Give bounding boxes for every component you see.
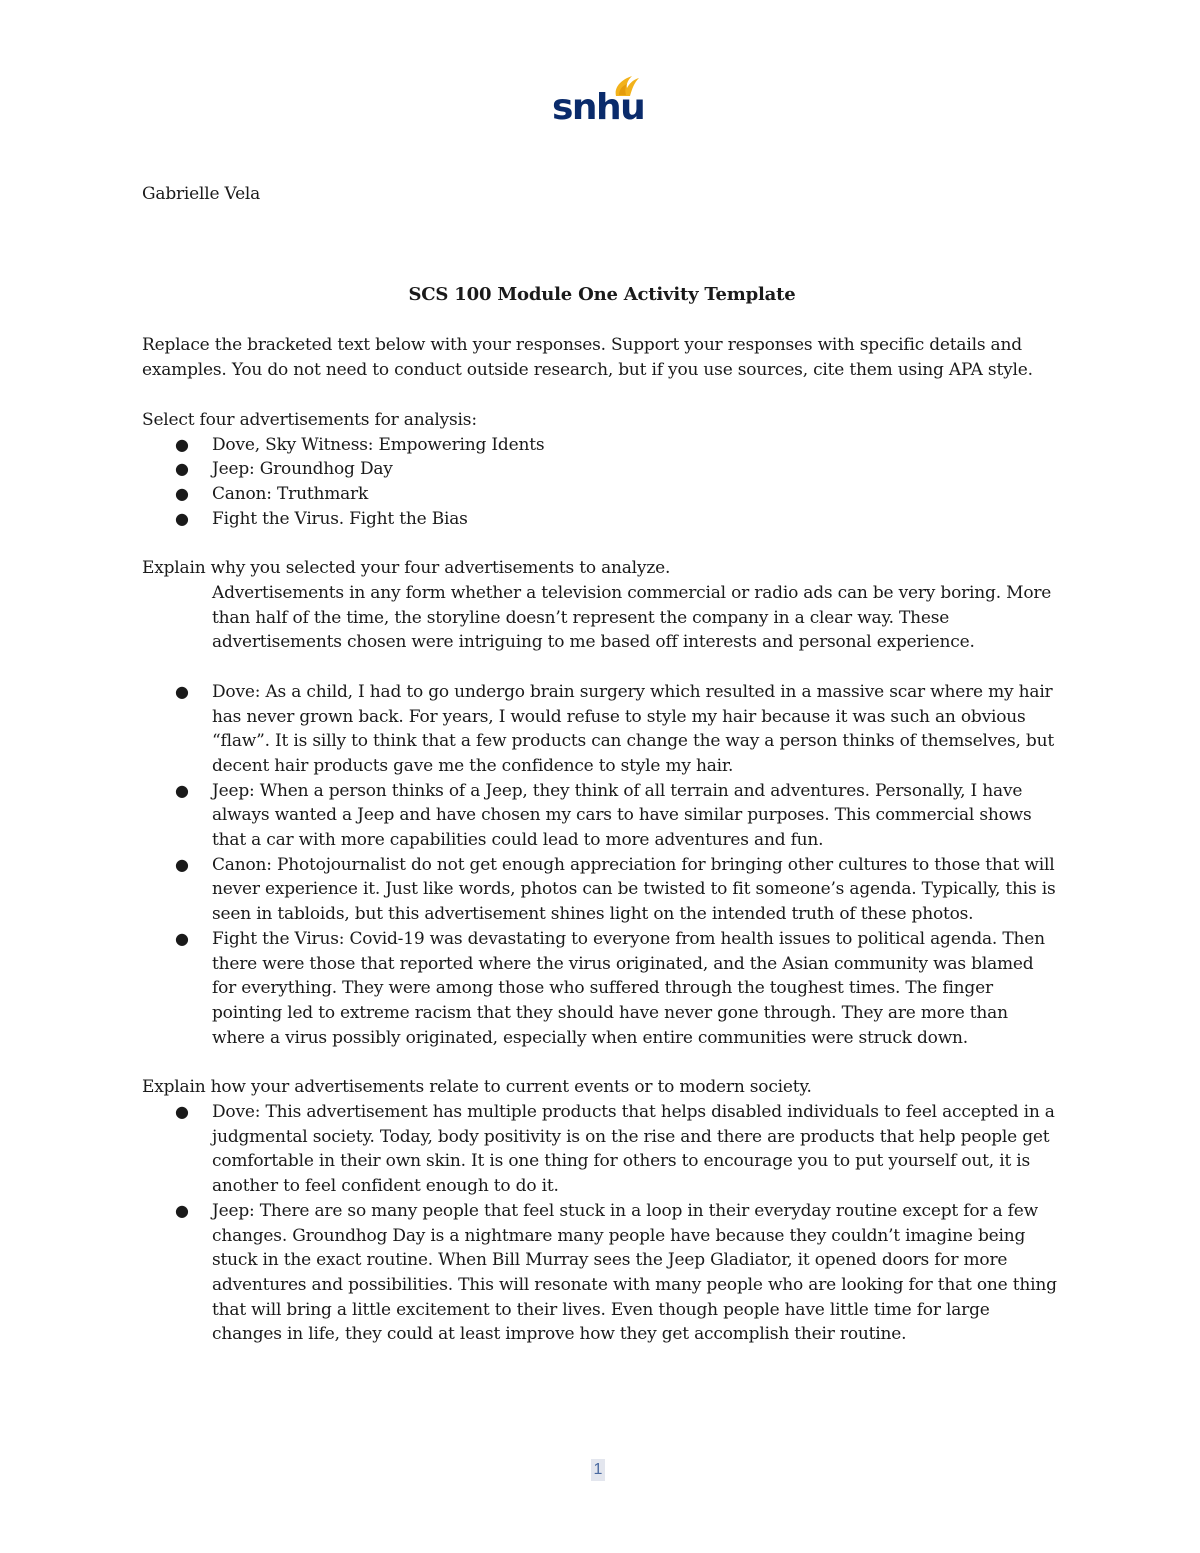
select-list <box>142 433 1062 532</box>
document-title: SCS 100 Module One Activity Template <box>408 283 796 305</box>
document-body <box>142 182 1062 1347</box>
list-item: ● Canon: Truthmark <box>142 482 1062 507</box>
bullet-icon: ● <box>175 1102 189 1122</box>
why-intro-paragraph: Advertisements in any form whether a television commercial or radio ads can be very boring. More than half of the time, the storyline doesn’t represent the company in a clear way. These advertisements chosen were intriguing to me based off interests and personal experience. <box>212 583 1052 653</box>
why-list <box>142 680 1062 1051</box>
bullet-icon: ● <box>175 434 189 454</box>
select-section <box>142 408 1062 532</box>
bullet-icon: ● <box>175 780 189 800</box>
list-item: ● Canon: Photojournalist do not get enough appreciation for bringing other cultures to those that will never experience it. Just like words, photos can be twisted to fit someone’s agenda. Typically, this is seen in tabloids, but this advertisement shines light on the intended truth of these photos. <box>175 854 1056 925</box>
bullet-icon: ● <box>175 1200 189 1220</box>
relate-heading: Explain how your advertisements relate to current events or to modern society. <box>142 1077 812 1098</box>
bullet-icon: ● <box>175 928 189 948</box>
bullet-icon: ● <box>175 508 189 528</box>
list-item: ● Fight the Virus: Covid-19 was devastating to everyone from health issues to political agenda. Then there were those that reported where the virus originated, and the Asian community was blamed for everything. They were among those who suffered through the toughest times. The finger pointing led to extreme racism that they should have never gone through. They are more than where a virus possibly originated, especially when entire communities were struck down. <box>175 928 1045 1048</box>
relate-section <box>142 1075 1062 1347</box>
bullet-icon: ● <box>175 854 189 874</box>
logo-wordmark: snhu <box>552 87 645 128</box>
list-item: ● Fight the Virus. Fight the Bias <box>142 507 1062 532</box>
bullet-icon: ● <box>175 681 189 701</box>
select-heading: Select four advertisements for analysis: <box>142 409 477 430</box>
list-item: ● Dove: This advertisement has multiple products that helps disabled individuals to feel accepted in a judgmental society. Today, body positivity is on the rise and there are products that help people get comfortable in their own skin. It is one thing for others to encourage you to put yourself out, it is another to feel confident enough to do it. <box>175 1102 1055 1197</box>
bullet-icon: ● <box>175 483 189 503</box>
why-section <box>142 556 1062 1050</box>
list-item: ● Jeep: There are so many people that feel stuck in a loop in their everyday routine except for a few changes. Groundhog Day is a nightmare many people have because they couldn’t imagine being stuck in the exact routine. When Bill Murray sees the Jeep Gladiator, it opened doors for more adventures and possibilities. This will resonate with many people who are looking for that one thing that will bring a little excitement to their lives. Even though people have little time for large changes in life, they could at least improve how they get accomplish their routine. <box>175 1200 1057 1345</box>
relate-list <box>142 1100 1062 1347</box>
author-name: Gabrielle Vela <box>142 184 261 204</box>
page-number: 1 <box>591 1459 605 1481</box>
why-heading: Explain why you selected your four advertisements to analyze. <box>142 558 671 579</box>
list-item: ● Jeep: Groundhog Day <box>142 457 1062 482</box>
instructions-paragraph: Replace the bracketed text below with your responses. Support your responses with specific details and examples. You do not need to conduct outside research, but if you use sources, cite them using APA style. <box>142 335 1033 381</box>
bullet-icon: ● <box>175 459 189 479</box>
list-item: ● Dove: As a child, I had to go undergo brain surgery which resulted in a massive scar where my hair has never grown back. For years, I would refuse to style my hair because it was such an obvious “flaw”. It is silly to think that a few products can change the way a person thinks of themselves, but decent hair products gave me the confidence to style my hair. <box>175 681 1054 776</box>
list-item: ● Dove, Sky Witness: Empowering Idents <box>142 433 1062 458</box>
list-item: ● Jeep: When a person thinks of a Jeep, they think of all terrain and adventures. Personally, I have always wanted a Jeep and have chosen my cars to have similar purposes. This commercial shows that a car with more capabilities could lead to more adventures and fun. <box>175 780 1032 851</box>
snhu-logo <box>552 72 644 136</box>
